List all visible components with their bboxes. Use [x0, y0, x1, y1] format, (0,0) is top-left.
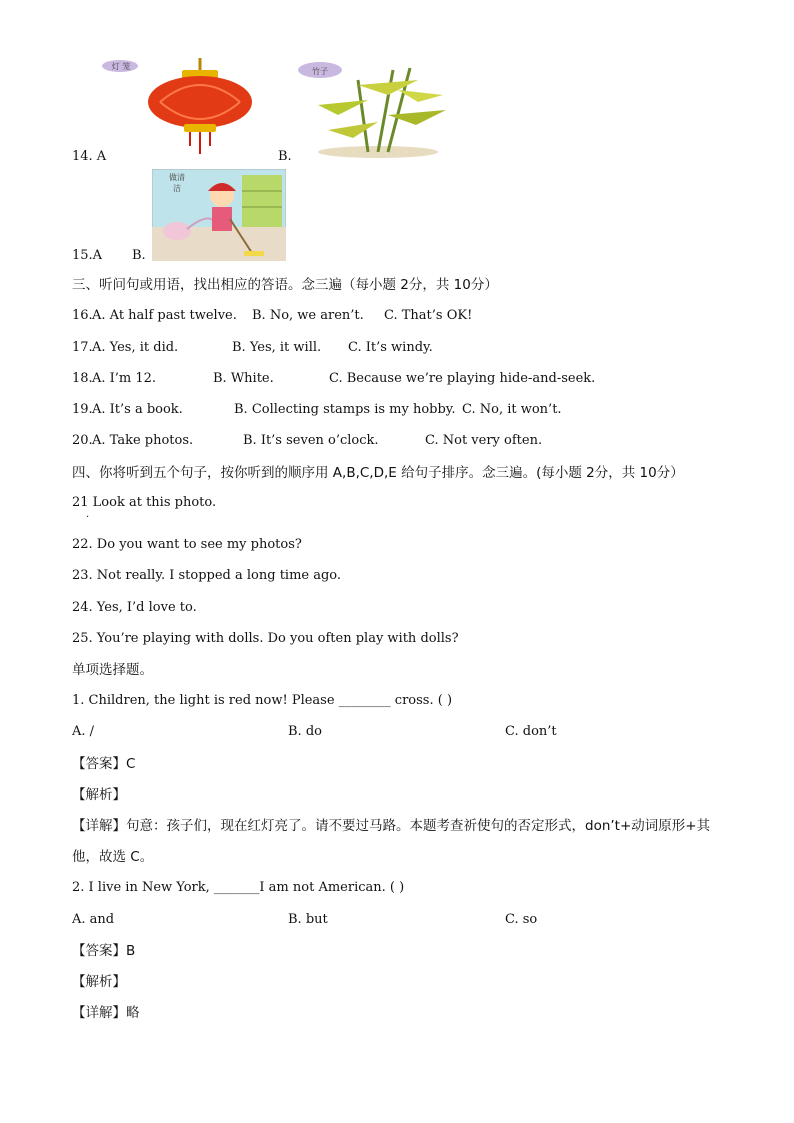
lantern-tag: 灯 笼	[111, 62, 131, 71]
listen-20-a: A. Take photos.	[92, 433, 194, 448]
mc2-analysis: 【解析】	[72, 974, 126, 990]
listen-20-b: B. It’s seven o’clock.	[243, 433, 379, 448]
order-item-23: 23. Not really. I stopped a long time ago.	[72, 568, 342, 583]
listen-17-c: C. It’s windy.	[348, 340, 433, 355]
order-item-25: 25. You’re playing with dolls. Do you often play with dolls?	[72, 631, 459, 646]
mc1-answer: 【答案】C	[72, 756, 136, 772]
mc1-question: 1. Children, the light is red now! Please ________ cross. ( )	[72, 693, 453, 708]
mc2-answer: 【答案】B	[72, 943, 136, 959]
sweeping-image	[152, 169, 286, 261]
listen-18-c: C. Because we’re playing hide-and-seek.	[329, 371, 596, 386]
listen-17-b: B. Yes, it will.	[232, 340, 322, 355]
mc1-option-b: B. do	[288, 724, 322, 739]
listen-18-num: 18.	[72, 371, 93, 386]
lantern-image	[100, 58, 260, 160]
listen-20-num: 20.	[72, 433, 93, 448]
order-item-24: 24. Yes, I’d love to.	[72, 600, 197, 615]
mc1-detail-line1: 【详解】句意：孩子们，现在红灯亮了。请不要过马路。本题考查祈使句的否定形式，don’t+动词原形+其	[72, 818, 711, 834]
listen-16-c: C. That’s OK!	[384, 308, 473, 323]
mc2-question: 2. I live in New York, _______I am not American. ( )	[72, 880, 405, 895]
listen-19-b: B. Collecting stamps is my hobby.	[234, 402, 456, 417]
mc1-option-c: C. don’t	[505, 724, 557, 739]
q14-label: 14. A	[72, 149, 107, 164]
listen-16-a-text: A. At half past twelve.	[92, 308, 237, 323]
order-item-22: 22. Do you want to see my photos?	[72, 537, 302, 552]
order-item-21: 21 Look at this photo.	[72, 495, 217, 510]
sweeping-tag: 做清洁	[169, 173, 185, 193]
q15-label: 15.A	[72, 248, 103, 263]
q14-b-label: B.	[278, 149, 292, 164]
order-item-21-dot: .	[86, 509, 90, 520]
section4-title: 四、你将听到五个句子，按你听到的顺序用 A,B,C,D,E 给句子排序。念三遍。(每小题 2分，共 10分）	[72, 465, 684, 481]
listen-16-a: 16.	[72, 308, 93, 323]
mc2-detail: 【详解】略	[72, 1005, 140, 1021]
bamboo-image	[298, 60, 450, 160]
mc1-detail-line2: 他，故选 C。	[72, 849, 154, 865]
mc1-analysis: 【解析】	[72, 787, 126, 803]
mc2-option-c: C. so	[505, 912, 538, 927]
mc2-option-b: B. but	[288, 912, 328, 927]
listen-18-b: B. White.	[213, 371, 274, 386]
mc2-option-a: A. and	[72, 912, 115, 927]
listen-17-a: A. Yes, it did.	[92, 340, 179, 355]
mc1-option-a: A. /	[72, 724, 95, 739]
listen-20-c: C. Not very often.	[425, 433, 543, 448]
q15-b-label: B.	[132, 248, 146, 263]
listen-18-a: A. I’m 12.	[92, 371, 157, 386]
listen-19-a: A. It’s a book.	[92, 402, 183, 417]
section3-title: 三、听问句或用语，找出相应的答语。念三遍（每小题 2分，共 10分）	[72, 277, 498, 293]
listen-16-b: B. No, we aren’t.	[252, 308, 364, 323]
bamboo-tag: 竹子	[312, 67, 328, 76]
listen-19-c: C. No, it won’t.	[462, 402, 562, 417]
section5-title: 单项选择题。	[72, 662, 153, 678]
listen-17-num: 17.	[72, 340, 93, 355]
listen-19-num: 19.	[72, 402, 93, 417]
